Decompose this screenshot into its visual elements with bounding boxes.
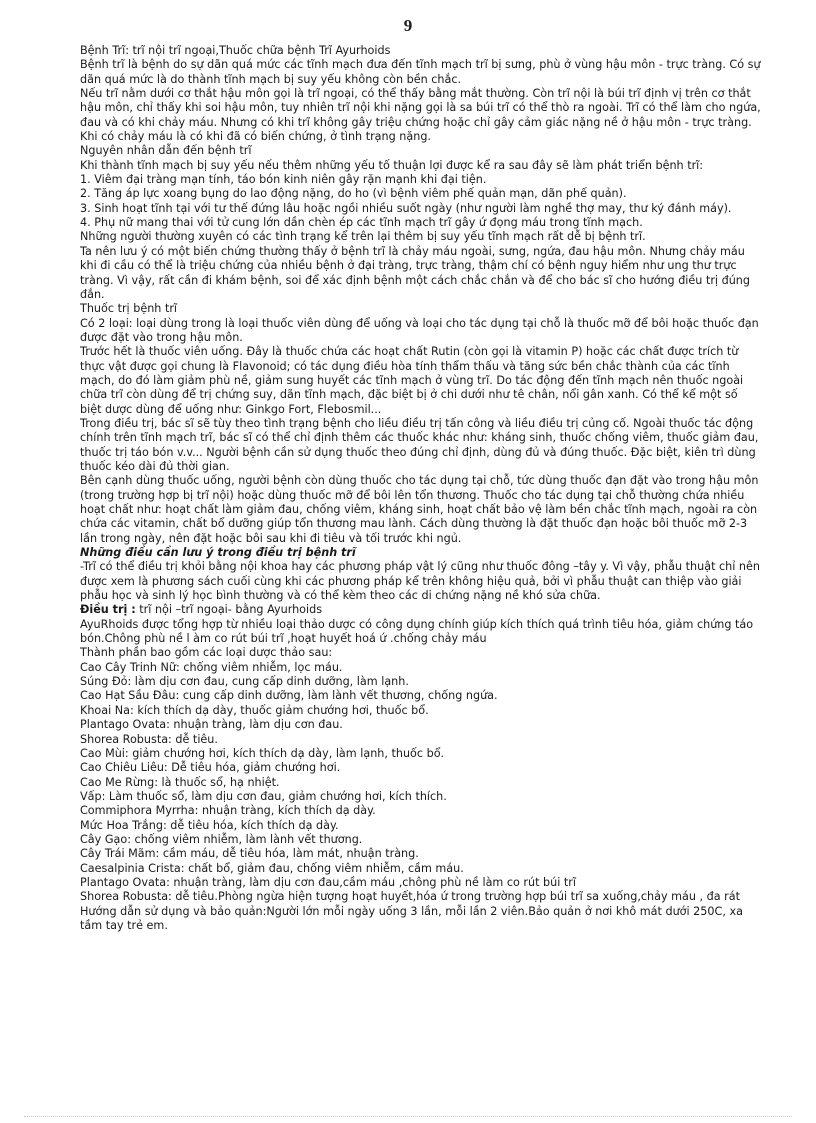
paragraph: -Trĩ có thể điều trị khỏi bằng nội khoa hay các phương pháp vật lý cũng như thuốc đông –tây y. Vì vậy, phẫu thuật chỉ nên được xem là phương sách cuối cùng khi các phương pháp kể trên không hiệu quả, bởi vì phẫu thuật can thiệp vào giải phẫu học và sinh lý học bình thường và có thể kèm theo các di chứng nặng nề khó sửa chữa. (80, 560, 760, 603)
ingredient-item: Mức Hoa Trắng: dễ tiêu hóa, kích thích dạ dày. (80, 818, 339, 832)
paragraph: Ta nên lưu ý có một biến chứng thường thấy ở bệnh trĩ là chảy máu ngoài, sưng, ngứa, đau hậu môn. Nhưng chảy máu khi đi cầu có thể là triệu chứng của nhiều bệnh ở đại tràng, trực tràng, thậm chí có bệnh nguy hiểm như ung thư trực tràng. Vì vậy, rất cần đi khám bệnh, soi để xác định bệnh một cách chắc chắn và để cho bác sĩ cho hướng điều trị đúng đắn. (80, 244, 750, 301)
section-heading: Nguyên nhân dẫn đến bệnh trĩ (80, 144, 252, 158)
list-item: 2. Tăng áp lực xoang bụng do lao động nặng, do ho (vì bệnh viêm phế quản mạn, dãn phế quản). (80, 187, 627, 201)
page-number: 9 (403, 16, 413, 35)
treatment-label: Điều trị : (80, 603, 136, 617)
ingredient-item: Cao Chiêu Liêu: Dễ tiêu hóa, giảm chướng hơi. (80, 761, 341, 775)
paragraph: Những người thường xuyên có các tình trạng kể trên lại thêm bị suy yếu tĩnh mạch rất dễ bị bệnh trĩ. (80, 230, 646, 244)
ingredient-item: Plantago Ovata: nhuận tràng, làm dịu cơn đau. (80, 718, 343, 732)
treatment-line (80, 603, 762, 617)
ingredient-item: Commiphora Myrrha: nhuận tràng, kích thích dạ dày. (80, 804, 376, 818)
ingredient-item: Súng Đỏ: làm dịu cơn đau, cung cấp dinh dưỡng, làm lạnh. (80, 675, 409, 689)
sub-heading: Những điều cần lưu ý trong điều trị bệnh trĩ (80, 546, 356, 560)
paragraph: Trước hết là thuốc viên uống. Đây là thuốc chứa các hoạt chất Rutin (còn gọi là vitamin P) hoặc các chất được trích từ thực vật được gọi chung là Flavonoid; có tác dụng điều hòa tính thẩm thấu và tăng sức bền chắc thành của các tĩnh mạch, do đó làm giảm phù nề, giảm sung huyết các tĩnh mạch ở vùng trĩ. Do tác động đến tĩnh mạch nên thuốc ngoài chữa trĩ còn dùng để trị chứng suy, dãn tĩnh mạch, đặc biệt bị ở chi dưới như tê chân, nổi gân xanh. Có thể kể một số biệt dược dùng để uống như: Ginkgo Fort, Flebosmil... (80, 345, 744, 416)
footer-divider (24, 1116, 792, 1117)
paragraph: Khi thành tĩnh mạch bị suy yếu nếu thêm những yếu tố thuận lợi được kể ra sau đây sẽ làm phát triển bệnh trĩ: (80, 158, 704, 172)
ingredient-item: Plantago Ovata: nhuận tràng, làm dịu cơn đau,cầm máu ,chông phù nề làm co rút búi trĩ (80, 875, 577, 889)
treatment-text: trĩ nội –trĩ ngoại- bằng Ayurhoids (135, 603, 323, 617)
list-item: 4. Phụ nữ mang thai với tử cung lớn dần chèn ép các tĩnh mạch trĩ gây ứ đọng máu trong tĩnh mạch. (80, 216, 643, 230)
ingredient-item: Caesalpinia Crista: chất bổ, giảm đau, chống viêm nhiễm, cầm máu. (80, 861, 464, 875)
ingredient-item: Cao Me Rừng: là thuốc sổ, hạ nhiệt. (80, 775, 280, 789)
section-heading: Thuốc trị bệnh trĩ (80, 302, 178, 316)
ingredient-item: Cao Cây Trinh Nữ: chống viêm nhiễm, lọc máu. (80, 660, 343, 674)
paragraph: Thành phần bao gồm các loại dược thảo sau: (80, 646, 333, 660)
document-body (80, 44, 762, 933)
list-item: 1. Viêm đại tràng mạn tính, táo bón kinh niên gây rặn mạnh khi đại tiện. (80, 173, 487, 187)
paragraph: AyuRhoids được tổng hợp từ nhiều loại thảo dược có công dụng chính giúp kích thích quá trình tiêu hóa, giảm chứng táo bón.Chông phù nề l àm co rút búi trĩ ,hoạt huyết hoá ứ .chống chảy máu (80, 617, 754, 646)
list-item: 3. Sinh hoạt tĩnh tại với tư thế đứng lâu hoặc ngồi nhiều suốt ngày (như người làm nghề thợ may, thư ký đánh máy). (80, 201, 732, 215)
ingredient-item: Cao Mùi: giảm chướng hơi, kích thích dạ dày, làm lạnh, thuốc bổ. (80, 746, 445, 760)
usage-instructions: Hướng dẫn sử dụng và bảo quản:Người lớn mỗi ngày uống 3 lần, mỗi lần 2 viên.Bảo quản ở nơi khô mát dưới 250C, xa tầm tay trẻ em. (80, 904, 743, 932)
ingredient-item: Cao Hạt Sầu Đâu: cung cấp dinh dưỡng, làm lành vết thương, chống ngứa. (80, 689, 498, 703)
ingredient-item: Khoai Na: kích thích dạ dày, thuốc giảm chướng hơi, thuốc bổ. (80, 703, 429, 717)
ingredient-item: Vấp: Làm thuốc sổ, làm dịu cơn đau, giảm chướng hơi, kích thích. (80, 789, 447, 803)
paragraph: Có 2 loại: loại dùng trong là loại thuốc viên dùng để uống và loại cho tác dụng tại chỗ là thuốc mỡ để bôi hoặc thuốc đạn được đặt vào trong hậu môn. (80, 316, 759, 344)
ingredient-item: Cây Gạo: chống viêm nhiễm, làm lành vết thương. (80, 832, 363, 846)
paragraph: Trong điều trị, bác sĩ sẽ tùy theo tình trạng bệnh cho liều điều trị tấn công và liều điều trị củng cố. Ngoài thuốc tác động chính trên tĩnh mạch trĩ, bác sĩ có thể chỉ định thêm các thuốc khác như: kháng sinh, thuốc chống viêm, thuốc giảm đau, thuốc trị táo bón v.v... Người bệnh cần sử dụng thuốc theo đúng chỉ định, dùng đủ và đúng thuốc. Đặc biệt, kiên trì dùng thuốc kéo dài đủ thời gian. (80, 416, 759, 473)
title-line: Bệnh Trĩ: trĩ nội trĩ ngoại,Thuốc chữa bệnh Trĩ Ayurhoids (80, 44, 391, 57)
ingredient-item: Shorea Robusta: dễ tiêu.Phòng ngừa hiện tượng hoạt huyết,hóa ứ trong trường hợp búi trĩ sa xuống,chảy máu , đa rát (80, 890, 741, 904)
paragraph: Bên cạnh dùng thuốc uống, người bệnh còn dùng thuốc cho tác dụng tại chỗ, tức dùng thuốc đạn đặt vào trong hậu môn (trong trường hợp bị trĩ nội) hoặc dùng thuốc mỡ để bôi lên tổn thương. Thuốc cho tác dụng tại chỗ thường chứa nhiều hoạt chất như: hoạt chất làm giảm đau, chống viêm, kháng sinh, hoạt chất bảo vệ làm bền chắc tĩnh mạch, ngoài ra còn chứa các vitamin, chất bổ dưỡng giúp tổn thương mau lành. Cách dùng thường là đặt thuốc đạn hoặc bôi thuốc mỡ 2-3 lần trong ngày, nên đặt hoặc bôi sau khi đi tiêu và tối trước khi ngủ. (80, 474, 759, 545)
ingredient-item: Cây Trái Mãm: cầm máu, dễ tiêu hóa, làm mát, nhuận tràng. (80, 847, 419, 861)
paragraph: Nếu trĩ nằm dưới cơ thắt hậu môn gọi là trĩ ngoại, có thể thấy bằng mắt thường. Còn trĩ nội là búi trĩ định vị trên cơ thắt hậu môn, chỉ thấy khi soi hậu môn, tuy nhiên trĩ nội khi nặng gọi là sa búi trĩ có thể thò ra ngoài. Trĩ có thể làm cho ngứa, đau và có khi chảy máu. Nhưng có khi trĩ không gây triệu chứng hoặc chỉ gây cảm giác nặng nề ở hậu môn - trực tràng. Khi có chảy máu là có khi đã có biến chứng, ở tình trạng nặng. (80, 87, 761, 144)
paragraph: Bệnh trĩ là bệnh do sự dãn quá mức các tĩnh mạch đưa đến tĩnh mạch trĩ bị sưng, phù ở vùng hậu môn - trực tràng. Có sự dãn quá mức là do thành tĩnh mạch bị suy yếu không còn bền chắc. (80, 58, 761, 86)
ingredient-item: Shorea Robusta: dễ tiêu. (80, 732, 218, 746)
